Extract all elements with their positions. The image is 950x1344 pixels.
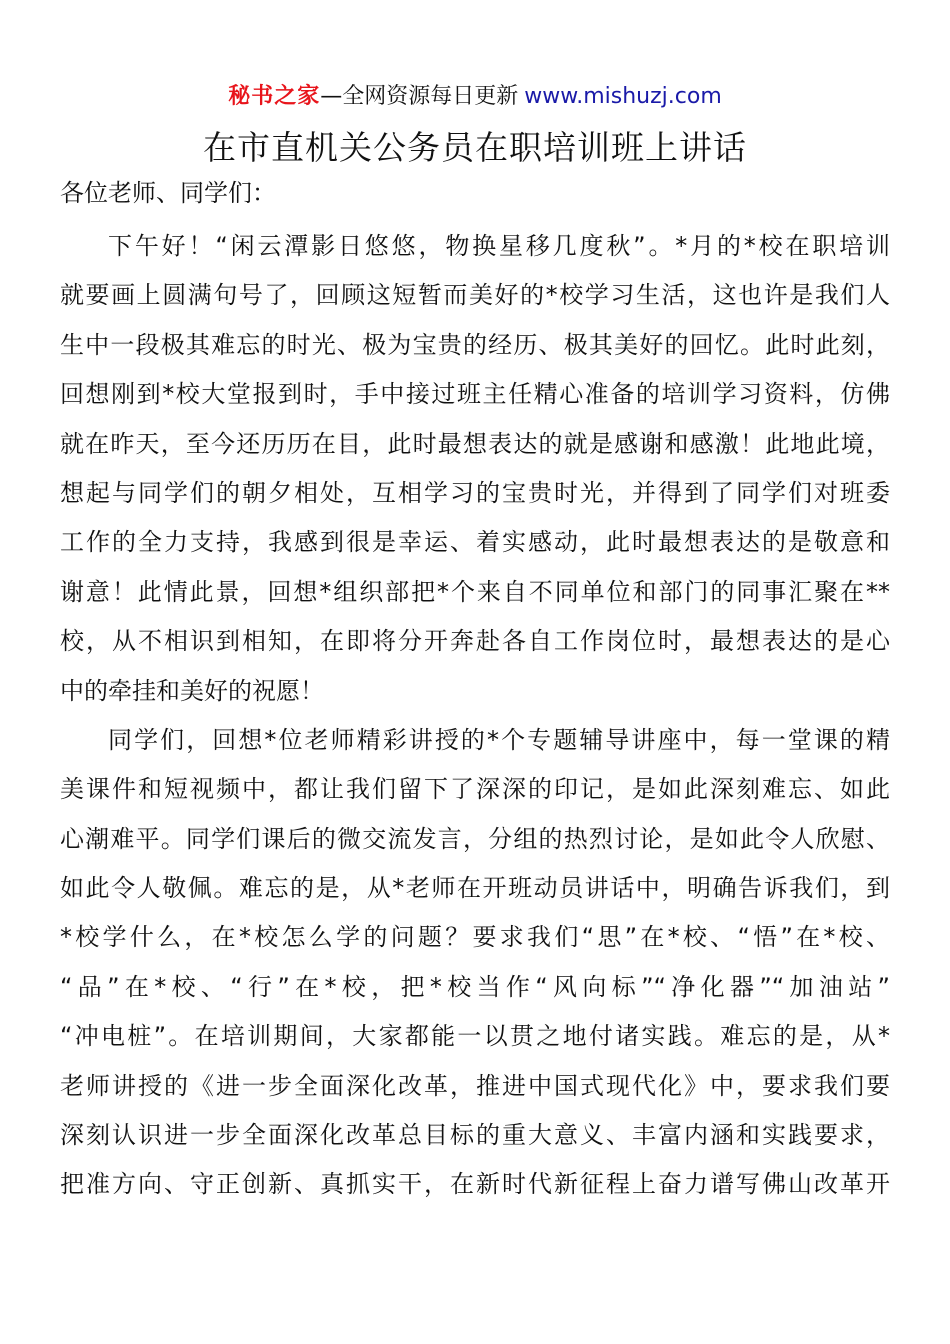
site-header [0, 82, 950, 112]
text-line: 谢意！此情此景，回想*组织部把*个来自不同单位和部门的同事汇聚在** [60, 577, 890, 606]
site-brand: 秘书之家 [228, 84, 321, 109]
text-line: 中的牵挂和美好的祝愿！ [60, 676, 324, 705]
salutation: 各位老师、同学们： [60, 179, 276, 207]
text-line: 回想刚到*校大堂报到时，手中接过班主任精心准备的培训学习资料，仿佛 [60, 380, 890, 409]
text-line: 工作的全力支持，我感到很是幸运、着实感动，此时最想表达的是敬意和 [60, 528, 890, 557]
text-line: 下午好！“闲云潭影日悠悠，物换星移几度秋”。*月的*校在职培训 [108, 232, 890, 260]
text-line: *校学什么，在*校怎么学的问题？要求我们“思”在*校、“悟”在*校、 [60, 923, 890, 952]
text-line: 如此令人敬佩。难忘的是，从*老师在开班动员讲话中，明确告诉我们，到 [60, 874, 890, 903]
text-line: 深刻认识进一步全面深化改革总目标的重大意义、丰富内涵和实践要求， [60, 1121, 890, 1150]
site-tagline: —全网资源每日更新 [320, 84, 519, 109]
text-line: 老师讲授的《进一步全面深化改革，推进中国式现代化》中，要求我们要 [60, 1071, 890, 1100]
text-line: 把准方向、守正创新、真抓实干，在新时代新征程上奋力谱写佛山改革开 [60, 1170, 890, 1199]
text-line: 校，从不相识到相知，在即将分开奔赴各自工作岗位时，最想表达的是心 [60, 627, 890, 656]
document-title: 在市直机关公务员在职培训班上讲话 [203, 128, 747, 167]
text-line: 想起与同学们的朝夕相处，互相学习的宝贵时光，并得到了同学们对班委 [60, 478, 890, 507]
text-line: 就要画上圆满句号了，回顾这短暂而美好的*校学习生活，这也许是我们人 [60, 281, 890, 310]
text-line: 同学们，回想*位老师精彩讲授的*个专题辅导讲座中，每一堂课的精 [108, 725, 890, 754]
text-line: 心潮难平。同学们课后的微交流发言，分组的热烈讨论，是如此令人欣慰、 [60, 824, 890, 853]
text-line: “品”在*校、“行”在*校，把*校当作“风向标”“净化器”“加油站” [60, 972, 890, 1001]
text-line: 就在昨天，至今还历历在目，此时最想表达的就是感谢和感激！此地此境， [60, 429, 890, 458]
document-body [60, 222, 890, 1210]
text-line: 生中一段极其难忘的时光、极为宝贵的经历、极其美好的回忆。此时此刻， [60, 330, 890, 359]
text-line: “冲电桩”。在培训期间，大家都能一以贯之地付诸实践。难忘的是，从* [60, 1022, 890, 1051]
site-url[interactable]: www.mishuzj.com [524, 84, 722, 109]
text-line: 美课件和短视频中，都让我们留下了深深的印记，是如此深刻难忘、如此 [60, 775, 890, 804]
